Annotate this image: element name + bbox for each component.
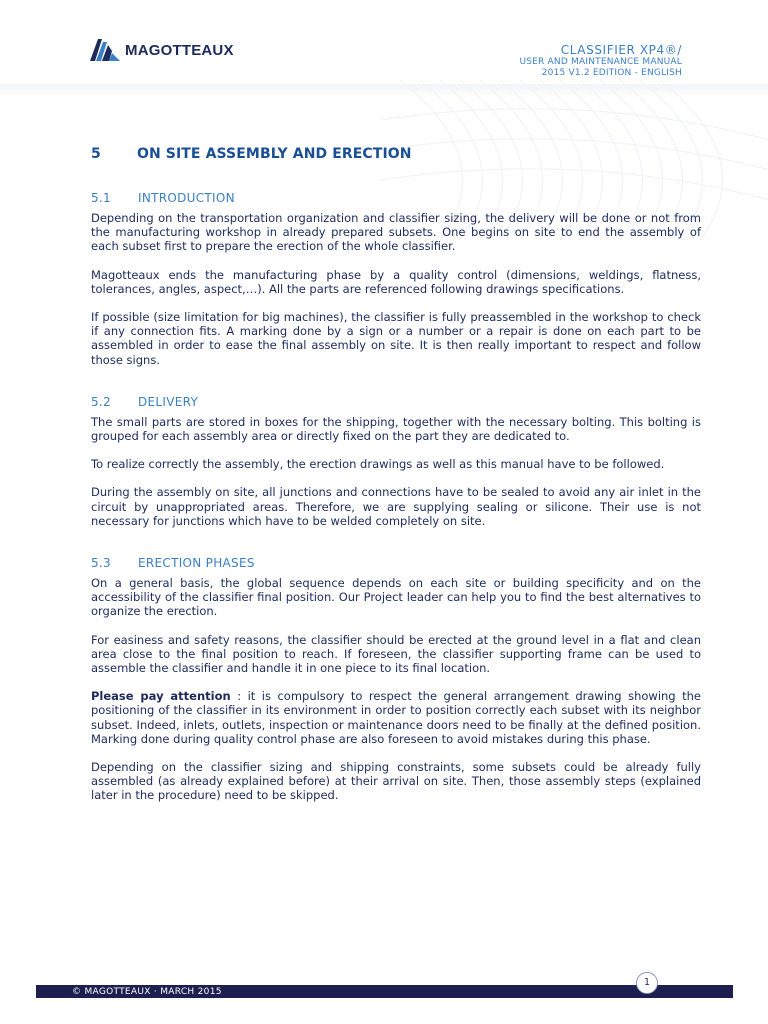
- paragraph: Depending on the transportation organization and classifier sizing, the delivery will be done or not from the manufacturing workshop in already prepared subsets. One begins on site to end the assembly of each subset first to prepare the erection of the whole classifier.: [91, 211, 701, 254]
- section-title: DELIVERY: [138, 394, 199, 409]
- document-subtitle: USER AND MAINTENANCE MANUAL: [519, 57, 682, 67]
- paragraph: On a general basis, the global sequence depends on each site or building specificity and on the accessibility of the classifier final position. Our Project leader can help you to find the best alternatives to organize the erection.: [91, 576, 701, 619]
- document-title: CLASSIFIER XP4®/: [560, 43, 682, 57]
- paragraph: To realize correctly the assembly, the erection drawings as well as this manual have to be followed.: [91, 457, 665, 472]
- section-number: 5.2: [91, 394, 111, 409]
- attention-text: : it is compulsory to respect the general arrangement drawing showing the positioning of the classifier in its environment in order to position correctly each subset with its neighbor subset. Indeed, inlets, outlets, inspection or maintenance doors need to be finally at the defined position. Marking done during quality control phase are also foreseen to avoid mistakes during this phase.: [91, 689, 701, 746]
- paragraph: The small parts are stored in boxes for the shipping, together with the necessary bolting. This bolting is grouped for each assembly area or directly fixed on the part they are dedicated to.: [91, 414, 701, 444]
- magotteaux-logo-icon: [90, 39, 120, 61]
- section-heading-erection-phases: [91, 556, 701, 570]
- section-heading-introduction: [91, 191, 701, 205]
- brand-name: MAGOTTEAUX: [125, 41, 234, 59]
- section-title: ERECTION PHASES: [138, 556, 255, 571]
- header-divider: [0, 84, 768, 98]
- chapter-number: 5: [91, 146, 101, 162]
- document-edition: 2015 V1.2 EDITION - ENGLISH: [541, 68, 682, 78]
- section-heading-delivery: [91, 395, 701, 409]
- page-header: [0, 0, 768, 92]
- paragraph: Magotteaux ends the manufacturing phase by a quality control (dimensions, weldings, flatness, tolerances, angles, aspect,…). All the parts are referenced following drawings specifications.: [91, 267, 701, 296]
- section-number: 5.3: [91, 556, 111, 571]
- section-title: INTRODUCTION: [138, 191, 235, 205]
- chapter-heading: [91, 144, 701, 164]
- paragraph: During the assembly on site, all junctions and connections have to be sealed to avoid any air inlet in the circuit by unappropriated areas. Therefore, we are supplying sealing or silicone. Their use is not necessary for junctions which have to be welded completely on site.: [91, 485, 701, 528]
- section-number: 5.1: [91, 191, 111, 205]
- page-number-badge: 1: [636, 972, 658, 994]
- magotteaux-logo: [90, 38, 234, 62]
- paragraph: Depending on the classifier sizing and shipping constraints, some subsets could be already fully assembled (as already explained before) at their arrival on site. Then, those assembly steps (explained later in the procedure) need to be skipped.: [91, 760, 701, 803]
- page-content: [91, 144, 701, 803]
- footer-copyright: © MAGOTTEAUX · MARCH 2015: [72, 987, 222, 997]
- chapter-title: ON SITE ASSEMBLY AND ERECTION: [137, 146, 412, 162]
- document-info: [519, 43, 682, 79]
- paragraph: If possible (size limitation for big machines), the classifier is fully preassembled in the workshop to check if any connection fits. A marking done by a sign or a number or a repair is done on each part to be assembled in order to ease the final assembly on site. It is then really important to respect and follow those signs.: [91, 310, 701, 367]
- attention-paragraph: [91, 689, 701, 746]
- paragraph: For easiness and safety reasons, the classifier should be erected at the ground level in a flat and clean area close to the final position to reach. If foreseen, the classifier supporting frame can be used to assemble the classifier and handle it in one piece to its final location.: [91, 632, 701, 676]
- attention-label: Please pay attention: [91, 689, 231, 704]
